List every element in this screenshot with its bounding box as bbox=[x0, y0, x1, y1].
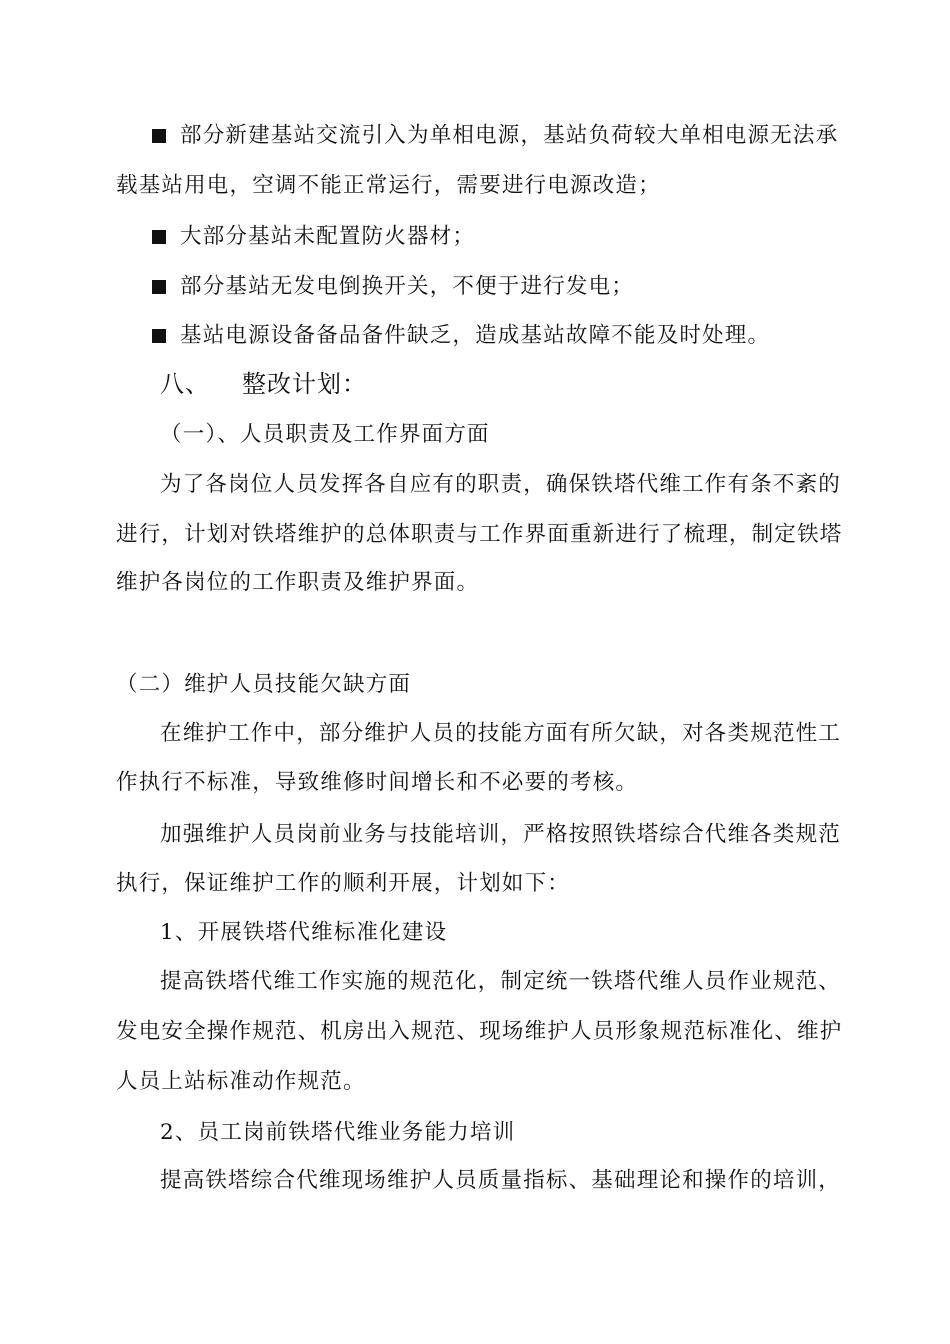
square-bullet-icon bbox=[152, 329, 166, 343]
item-heading-2: 2、员工岗前铁塔代维业务能力培训 bbox=[160, 1120, 516, 1145]
square-bullet-icon bbox=[152, 280, 166, 294]
paragraph-line: 提高铁塔综合代维现场维护人员质量指标、基础理论和操作的培训， bbox=[160, 1168, 842, 1193]
paragraph-line: 执行，保证维护工作的顺利开展，计划如下： bbox=[116, 871, 571, 896]
paragraph-line: 发电安全操作规范、机房出入规范、现场维护人员形象规范标准化、维护 bbox=[116, 1019, 843, 1044]
square-bullet-icon bbox=[152, 230, 166, 244]
section-title: 整改计划： bbox=[242, 370, 367, 398]
bullet-item-1 bbox=[152, 121, 838, 151]
bullet-text: 部分新建基站交流引入为单相电源，基站负荷较大单相电源无法承 bbox=[180, 123, 839, 148]
section-heading-8 bbox=[160, 369, 367, 399]
subsection-heading-2: （二）维护人员技能欠缺方面 bbox=[116, 672, 412, 697]
item-heading-1: 1、开展铁塔代维标准化建设 bbox=[160, 920, 448, 945]
paragraph-line: 人员上站标准动作规范。 bbox=[116, 1069, 366, 1094]
bullet-item-1-continuation: 载基站用电，空调不能正常运行，需要进行电源改造； bbox=[116, 173, 661, 198]
paragraph-line: 为了各岗位人员发挥各自应有的职责，确保铁塔代维工作有条不紊的 bbox=[160, 472, 842, 497]
paragraph-line: 加强维护人员岗前业务与技能培训，严格按照铁塔综合代维各类规范 bbox=[160, 822, 842, 847]
paragraph-line: 作执行不标准，导致维修时间增长和不必要的考核。 bbox=[116, 770, 639, 795]
bullet-item-3 bbox=[152, 272, 634, 302]
section-number: 八、 bbox=[160, 370, 210, 398]
subsection-heading-1: （一）、人员职责及工作界面方面 bbox=[160, 422, 490, 447]
square-bullet-icon bbox=[152, 129, 166, 143]
bullet-item-4 bbox=[152, 321, 770, 351]
paragraph-line: 在维护工作中，部分维护人员的技能方面有所欠缺，对各类规范性工 bbox=[160, 721, 842, 746]
paragraph-line: 进行，计划对铁塔维护的总体职责与工作界面重新进行了梳理，制定铁塔 bbox=[116, 522, 843, 547]
bullet-text: 大部分基站未配置防火器材； bbox=[180, 224, 476, 249]
bullet-text: 部分基站无发电倒换开关，不便于进行发电； bbox=[180, 274, 635, 299]
paragraph-line: 提高铁塔代维工作实施的规范化，制定统一铁塔代维人员作业规范、 bbox=[160, 969, 842, 994]
bullet-item-2 bbox=[152, 222, 475, 252]
bullet-text: 基站电源设备备品备件缺乏，造成基站故障不能及时处理。 bbox=[180, 323, 771, 348]
paragraph-line: 维护各岗位的工作职责及维护界面。 bbox=[116, 570, 480, 595]
